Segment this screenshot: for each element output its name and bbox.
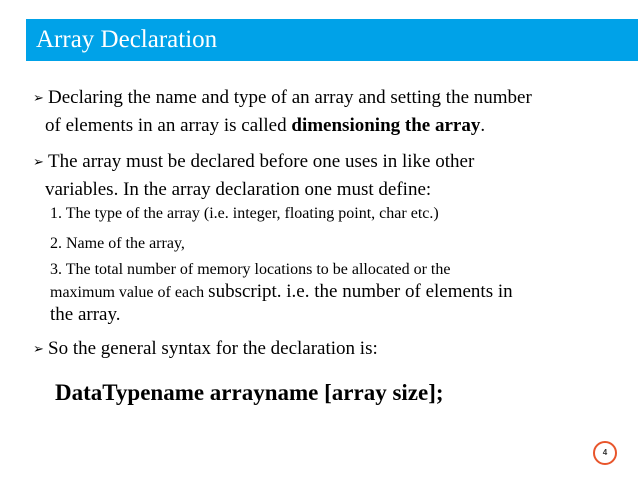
arrow-right-icon: ➢	[33, 342, 44, 357]
title-bar	[26, 19, 638, 61]
page-number-badge: 4	[593, 441, 617, 465]
bullet-text-line	[33, 112, 623, 139]
syntax-example: DataTypename arrayname [array size];	[55, 380, 444, 405]
bullet-text-line: The array must be declared before one uses in like other	[48, 151, 475, 172]
bullet-text-line: Declaring the name and type of an array and setting the number	[48, 87, 532, 108]
arrow-right-icon: ➢	[33, 91, 44, 106]
definition-text-segment: maximum value of each	[50, 284, 209, 301]
slide-title: Array Declaration	[36, 26, 218, 53]
bullet-general-syntax	[33, 335, 623, 363]
bold-term: dimensioning the array	[291, 115, 481, 136]
definition-item-memory	[50, 259, 610, 327]
definition-text-segment: subscript. i.e. the number of elements in	[208, 281, 513, 302]
definition-text-line: the array.	[50, 304, 121, 325]
definition-item-name: 2. Name of the array,	[50, 235, 185, 252]
bullet-text-line: variables. In the array declaration one must define:	[45, 179, 432, 200]
bullet-declare-before-use	[33, 148, 623, 203]
arrow-right-icon: ➢	[33, 155, 44, 170]
definition-text-line: 3. The total number of memory locations to be allocated or the	[50, 261, 451, 278]
bullet-text-line: So the general syntax for the declaration is:	[48, 338, 378, 359]
bullet-dimensioning	[33, 84, 623, 139]
bullet-text-segment: .	[480, 115, 486, 136]
bullet-text-segment: of elements in an array is called	[45, 115, 292, 136]
definition-item-type: 1. The type of the array (i.e. integer, floating point, char etc.)	[50, 205, 439, 222]
